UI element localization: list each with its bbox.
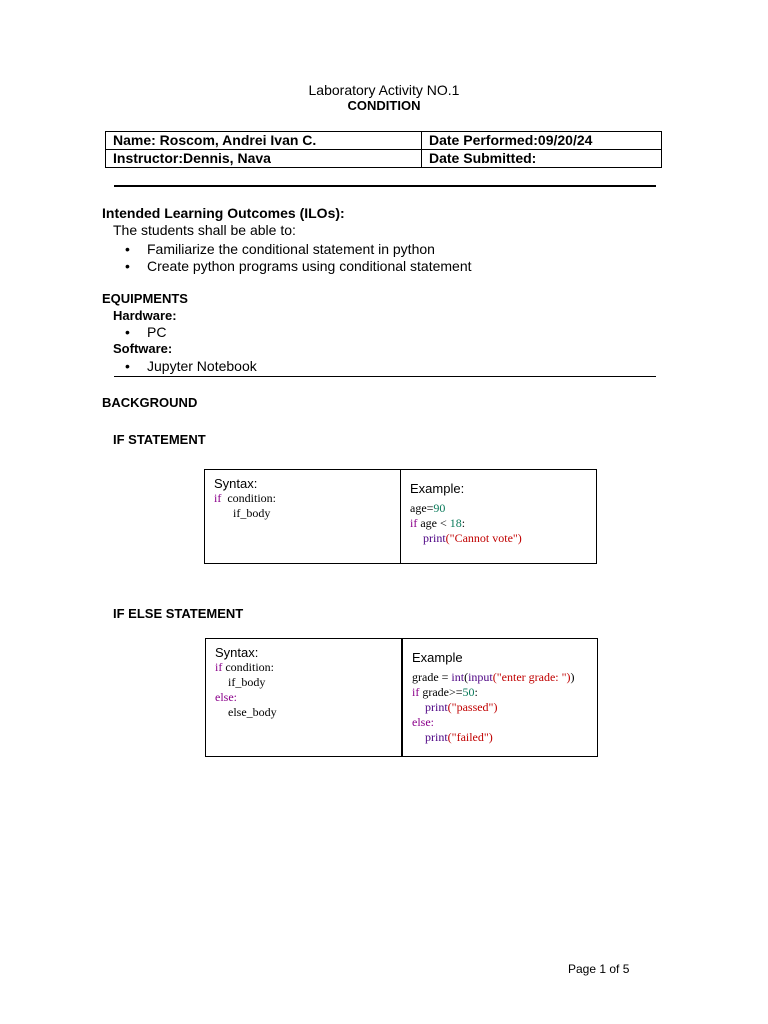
info-row (106, 132, 662, 150)
string-literal: ("Cannot vote") (445, 531, 522, 545)
code-line (215, 675, 392, 690)
syntax-label: Syntax: (215, 645, 259, 660)
example-label: Example (412, 650, 463, 665)
code-text: grade = (412, 670, 452, 684)
code-line (410, 501, 587, 516)
code-line (410, 516, 587, 531)
code-line (412, 685, 588, 700)
code-line (215, 690, 392, 705)
date-performed-cell: Date Performed:09/20/24 (422, 132, 662, 150)
if-syntax-box (204, 469, 401, 564)
string-literal: ("failed") (447, 730, 493, 744)
string-literal: ("enter grade: ") (492, 670, 571, 684)
software-item: Jupyter Notebook (147, 358, 257, 374)
background-heading: BACKGROUND (102, 395, 198, 410)
keyword-if: if (410, 516, 418, 530)
date-submitted-cell: Date Submitted: (422, 150, 662, 168)
equipments-heading: EQUIPMENTS (102, 291, 188, 306)
number-literal: 18 (449, 516, 462, 530)
divider-thick (114, 185, 656, 187)
instructor-cell: Instructor:Dennis, Nava (106, 150, 422, 168)
hardware-item: PC (147, 324, 167, 340)
hardware-label: Hardware: (113, 308, 177, 323)
ilo-item-text: Create python programs using conditional statement (147, 258, 472, 274)
keyword-else: else: (215, 690, 237, 704)
code-text: ) (570, 670, 575, 684)
page-title: Laboratory Activity NO.1 (308, 82, 460, 98)
keyword-if: if (215, 660, 223, 674)
if-else-syntax-box (205, 638, 402, 757)
keyword-else: else: (412, 715, 434, 729)
function-name: int (451, 670, 465, 684)
info-row (106, 150, 662, 168)
example-label: Example: (410, 481, 465, 496)
code-line (412, 730, 588, 745)
code-line (215, 705, 392, 720)
code-line (412, 670, 588, 685)
code-line (214, 491, 391, 506)
bullet-icon: • (125, 358, 130, 374)
software-label: Software: (113, 341, 173, 356)
string-literal: ("passed") (447, 700, 498, 714)
code-text: : (461, 516, 466, 530)
bullet-icon: • (125, 258, 130, 274)
if-else-statement-heading: IF ELSE STATEMENT (113, 606, 244, 621)
student-name-cell: Name: Roscom, Andrei Ivan C. (106, 132, 422, 150)
number-literal: 90 (433, 501, 446, 515)
body-text: if_body (228, 675, 266, 689)
condition-text: condition: (221, 491, 277, 505)
function-name: print (425, 700, 448, 714)
ilo-item-text: Familiarize the conditional statement in python (147, 241, 435, 257)
code-line (412, 715, 588, 730)
keyword-if: if (214, 491, 222, 505)
ilo-heading: Intended Learning Outcomes (ILOs): (102, 205, 345, 221)
syntax-label: Syntax: (214, 476, 258, 491)
code-text: ( (464, 670, 469, 684)
divider-thin (114, 376, 656, 377)
function-name: input (468, 670, 493, 684)
body-text: if_body (233, 506, 271, 520)
code-text: : (474, 685, 478, 699)
number-literal: 50 (462, 685, 475, 699)
if-example-box (400, 469, 597, 564)
page-number: Page 1 of 5 (568, 962, 630, 976)
if-else-example-box (402, 638, 598, 757)
function-name: print (425, 730, 448, 744)
condition-text: condition: (222, 660, 275, 674)
code-text: age= (410, 501, 434, 515)
body-text: else_body (228, 705, 277, 719)
code-text: age < (417, 516, 450, 530)
function-name: print (423, 531, 446, 545)
code-line (412, 700, 588, 715)
code-text: grade>= (419, 685, 463, 699)
ilo-intro: The students shall be able to: (113, 222, 296, 238)
code-line (410, 531, 587, 546)
code-line (214, 506, 391, 521)
code-line (215, 660, 392, 675)
keyword-if: if (412, 685, 420, 699)
page-subtitle: CONDITION (347, 98, 421, 113)
bullet-icon: • (125, 241, 130, 257)
info-table (105, 131, 662, 168)
bullet-icon: • (125, 324, 130, 340)
if-statement-heading: IF STATEMENT (113, 432, 206, 447)
